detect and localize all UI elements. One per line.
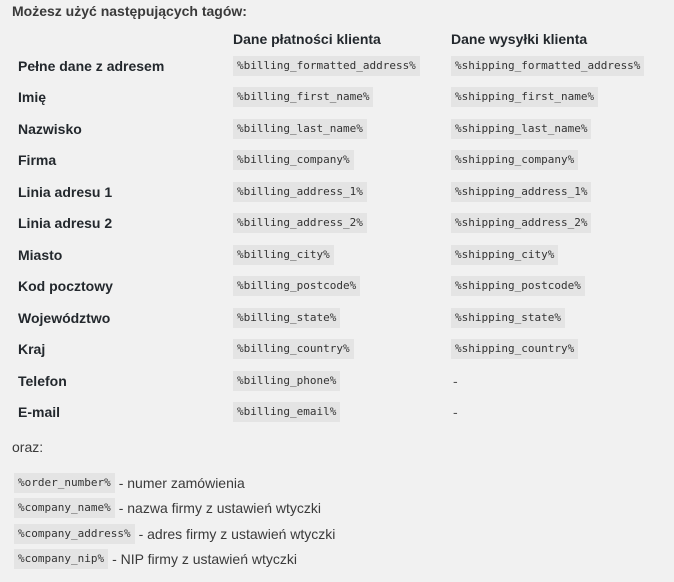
tags-table [14, 28, 671, 428]
row-label: Kraj [18, 341, 46, 358]
extra-tag[interactable]: %company_name% [14, 498, 115, 518]
header-empty [14, 28, 233, 50]
extra-tag-description: - nazwa firmy z ustawień wtyczki [118, 500, 321, 517]
row-label: Linia adresu 1 [18, 183, 113, 200]
shipping-tag[interactable]: %shipping_country% [451, 339, 578, 359]
billing-tag[interactable]: %billing_address_2% [233, 213, 367, 233]
billing-tag[interactable]: %billing_phone% [233, 371, 340, 391]
row-label: Imię [18, 89, 47, 106]
table-row [14, 302, 671, 334]
row-label: Miasto [18, 246, 63, 263]
row-label: Kod pocztowy [18, 278, 113, 295]
table-row [14, 176, 671, 208]
billing-tag[interactable]: %billing_first_name% [233, 87, 373, 107]
shipping-tag[interactable]: %shipping_address_2% [451, 213, 591, 233]
billing-tag[interactable]: %billing_formatted_address% [233, 56, 420, 76]
list-item [14, 470, 335, 496]
table-row [14, 208, 671, 240]
extra-tags-list [14, 470, 335, 572]
billing-tag[interactable]: %billing_state% [233, 308, 340, 328]
list-item [14, 521, 335, 547]
header-billing: Dane płatności klienta [233, 31, 381, 47]
row-label: Linia adresu 2 [18, 215, 113, 232]
billing-tag[interactable]: %billing_last_name% [233, 119, 367, 139]
table-row [14, 239, 671, 271]
shipping-tag[interactable]: %shipping_company% [451, 150, 578, 170]
billing-tag[interactable]: %billing_email% [233, 402, 340, 422]
row-label: Pełne dane z adresem [18, 57, 165, 74]
table-row [14, 145, 671, 177]
billing-tag[interactable]: %billing_address_1% [233, 182, 367, 202]
table-row [14, 113, 671, 145]
table-row [14, 82, 671, 114]
extra-tag-description: - NIP firmy z ustawień wtyczki [112, 551, 297, 568]
shipping-tag[interactable]: %shipping_last_name% [451, 119, 591, 139]
extra-tag-description: - adres firmy z ustawień wtyczki [138, 525, 336, 542]
shipping-tag[interactable]: %shipping_first_name% [451, 87, 598, 107]
row-label: Firma [18, 152, 57, 169]
table-row [14, 271, 671, 303]
shipping-tag[interactable]: %shipping_state% [451, 308, 565, 328]
table-row [14, 334, 671, 366]
table-row [14, 50, 671, 82]
header-shipping: Dane wysyłki klienta [451, 31, 588, 47]
billing-tag[interactable]: %billing_company% [233, 150, 354, 170]
extra-tag[interactable]: %company_nip% [14, 549, 108, 569]
billing-tag[interactable]: %billing_country% [233, 339, 354, 359]
extra-tag[interactable]: %company_address% [14, 524, 135, 544]
list-item [14, 496, 335, 522]
row-label: E-mail [18, 404, 61, 421]
oraz-label: oraz: [12, 439, 44, 455]
shipping-tag[interactable]: %shipping_postcode% [451, 276, 585, 296]
list-item [14, 547, 335, 573]
billing-tag[interactable]: %billing_postcode% [233, 276, 360, 296]
table-row [14, 397, 671, 429]
table-row [14, 365, 671, 397]
shipping-tag[interactable]: %shipping_city% [451, 245, 558, 265]
tags-table-body [14, 50, 671, 428]
extra-tag[interactable]: %order_number% [14, 473, 115, 493]
row-label: Nazwisko [18, 120, 82, 137]
extra-tag-description: - numer zamówienia [118, 474, 245, 491]
tags-table-header-row [14, 28, 671, 50]
shipping-tag[interactable]: %shipping_formatted_address% [451, 56, 644, 76]
billing-tag[interactable]: %billing_city% [233, 245, 334, 265]
row-label: Województwo [18, 309, 111, 326]
shipping-empty-dash: - [453, 404, 458, 421]
row-label: Telefon [18, 372, 67, 389]
tags-intro-heading: Możesz użyć następujących tagów: [12, 3, 247, 19]
shipping-empty-dash: - [453, 372, 458, 389]
shipping-tag[interactable]: %shipping_address_1% [451, 182, 591, 202]
